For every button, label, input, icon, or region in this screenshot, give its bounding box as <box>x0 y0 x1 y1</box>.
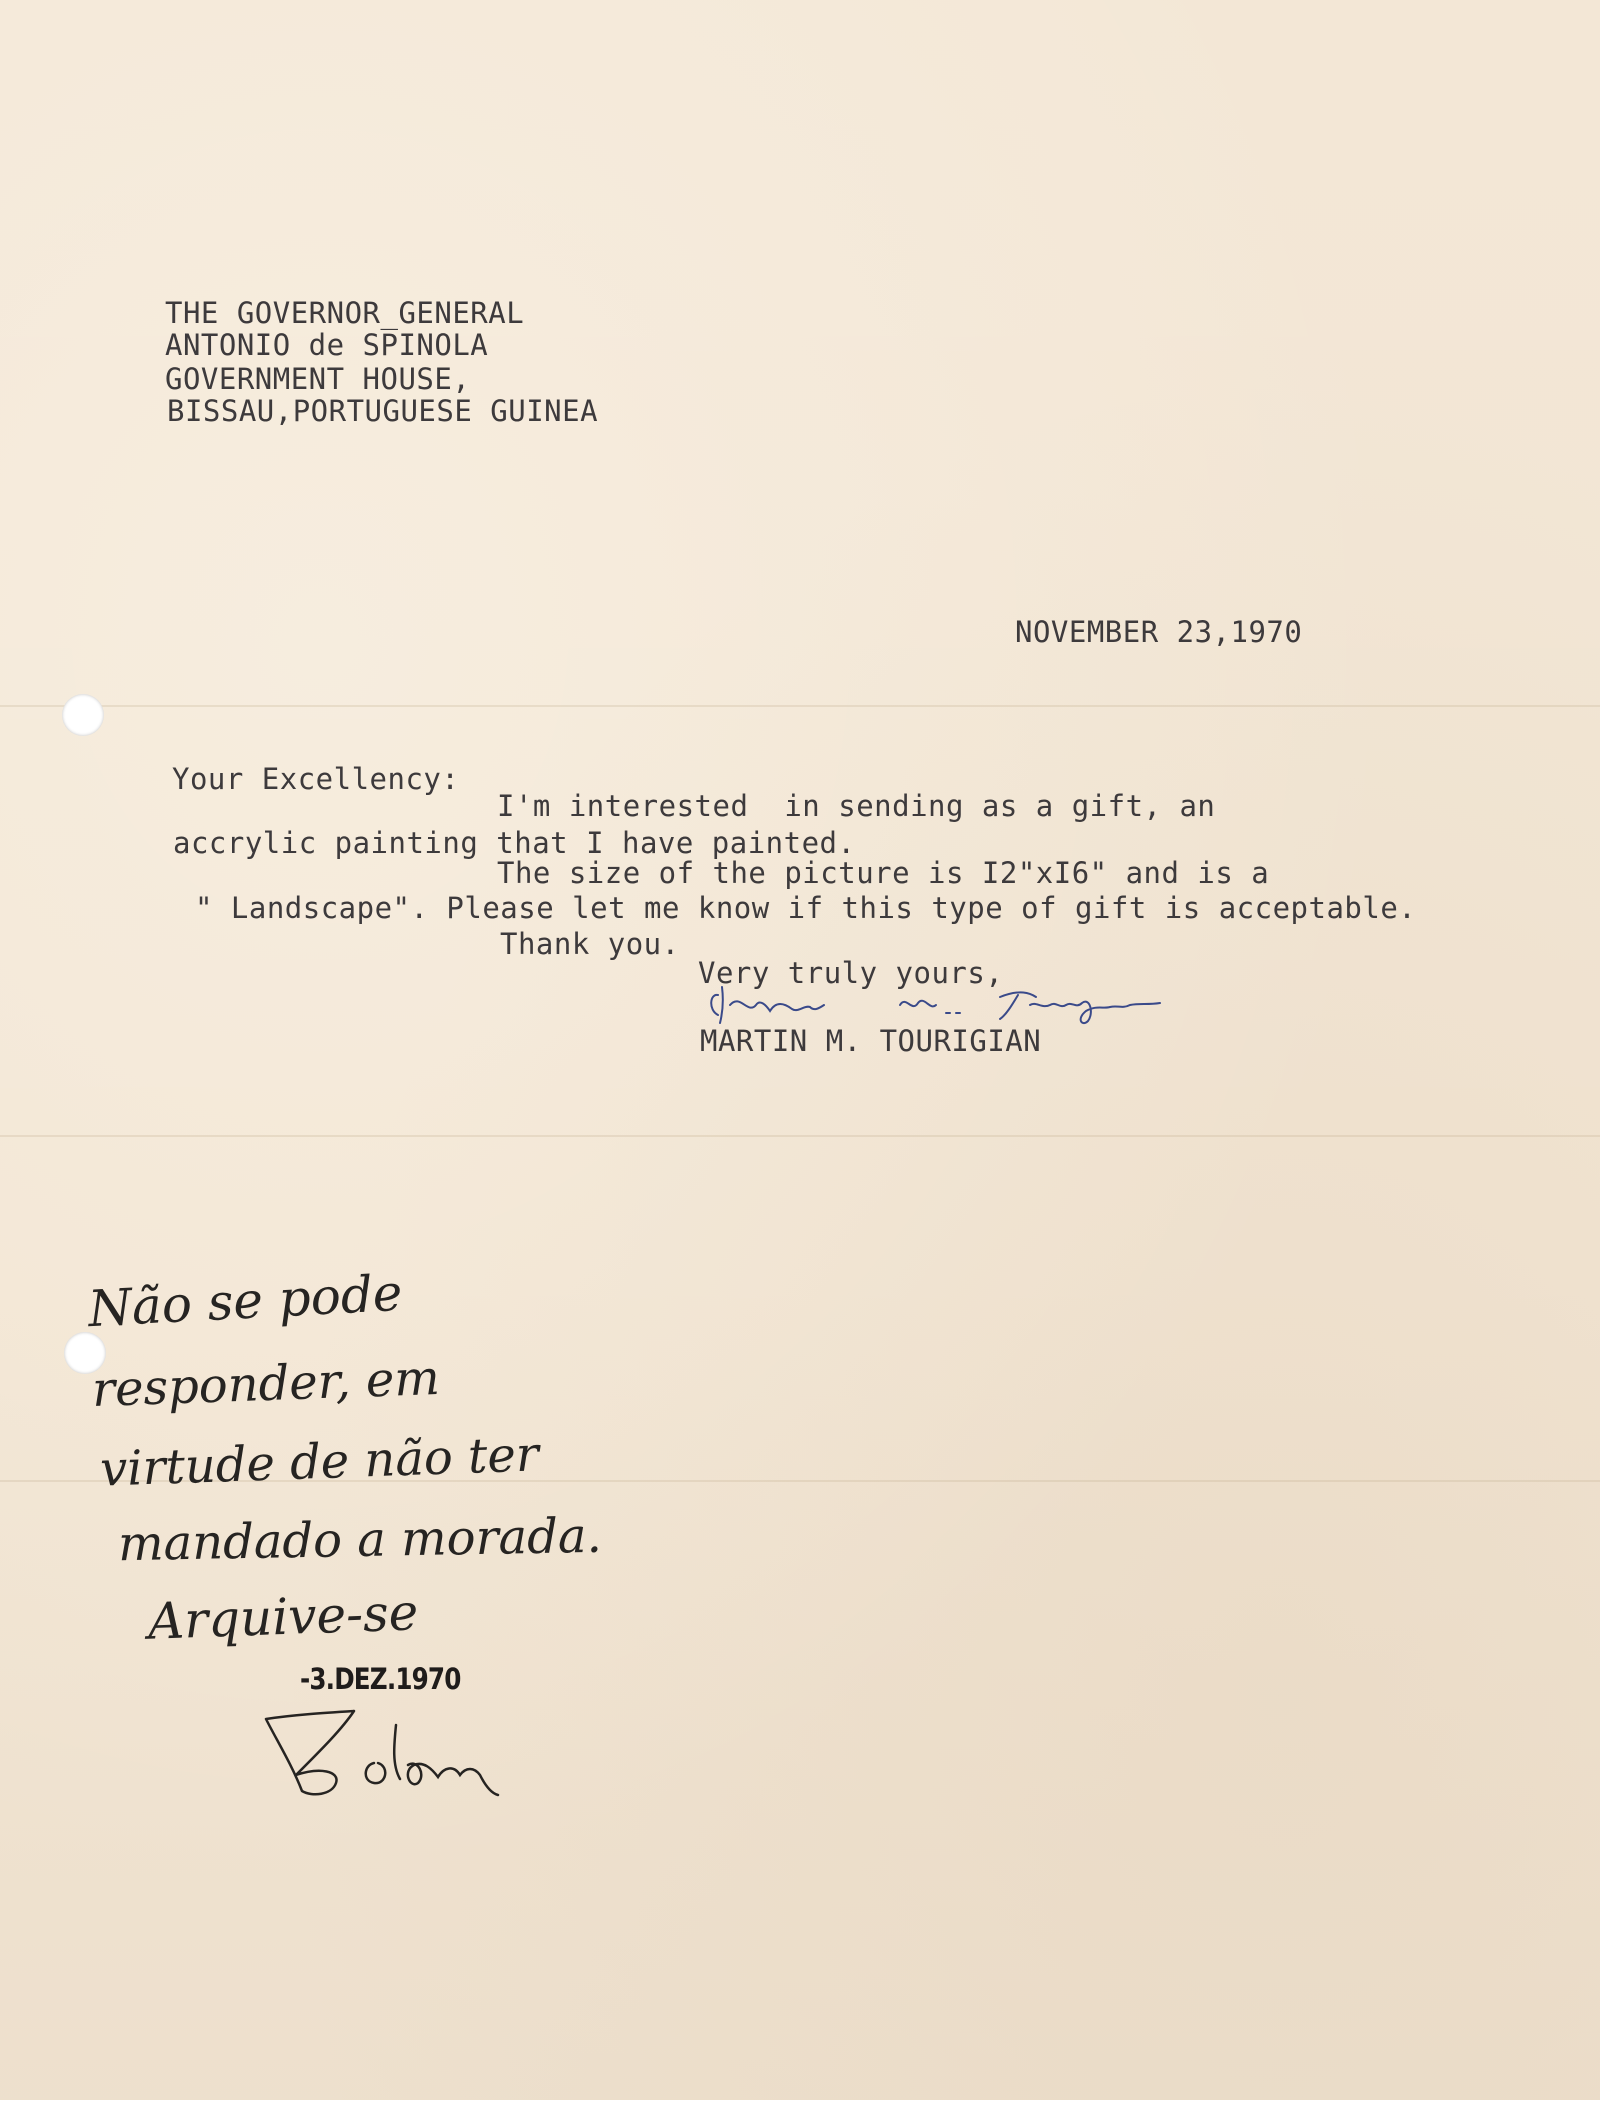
recipient-line: BISSAU,PORTUGUESE GUINEA <box>167 394 599 428</box>
signer-name: MARTIN M. TOURIGIAN <box>700 1024 1042 1058</box>
recipient-line: THE GOVERNOR_GENERAL <box>165 296 525 330</box>
annotation-line: virtude de não ter <box>99 1426 540 1498</box>
paper-fold-line <box>0 705 1600 707</box>
annotation-line: Não se pode <box>86 1263 404 1339</box>
received-date-stamp: -3.DEZ.1970 <box>300 1662 461 1696</box>
body-line: accrylic painting that I have painted. <box>173 826 856 860</box>
annotation-line: responder, em <box>91 1349 441 1419</box>
recipient-line: ANTONIO de SPINOLA <box>165 328 489 362</box>
body-line: The size of the picture is I2"xI6" and is a <box>497 856 1270 890</box>
body-line: Thank you. <box>500 927 680 961</box>
punch-hole <box>62 694 104 736</box>
paper-fold-line <box>0 1135 1600 1137</box>
scan-margin <box>0 2100 1600 2120</box>
body-line: " Landscape". Please let me know if this type of gift is acceptable. <box>195 891 1417 925</box>
salutation: Your Excellency: <box>172 762 460 796</box>
annotation-line: mandado a morada. <box>117 1507 603 1573</box>
initials-signature <box>262 1705 532 1800</box>
annotation-line: Arquive-se <box>147 1583 420 1651</box>
recipient-line: GOVERNMENT HOUSE, <box>165 362 471 396</box>
body-line: I'm interested in sending as a gift, an <box>497 789 1216 823</box>
closing: Very truly yours, <box>698 956 1004 990</box>
letter-date: NOVEMBER 23,1970 <box>1015 615 1303 649</box>
